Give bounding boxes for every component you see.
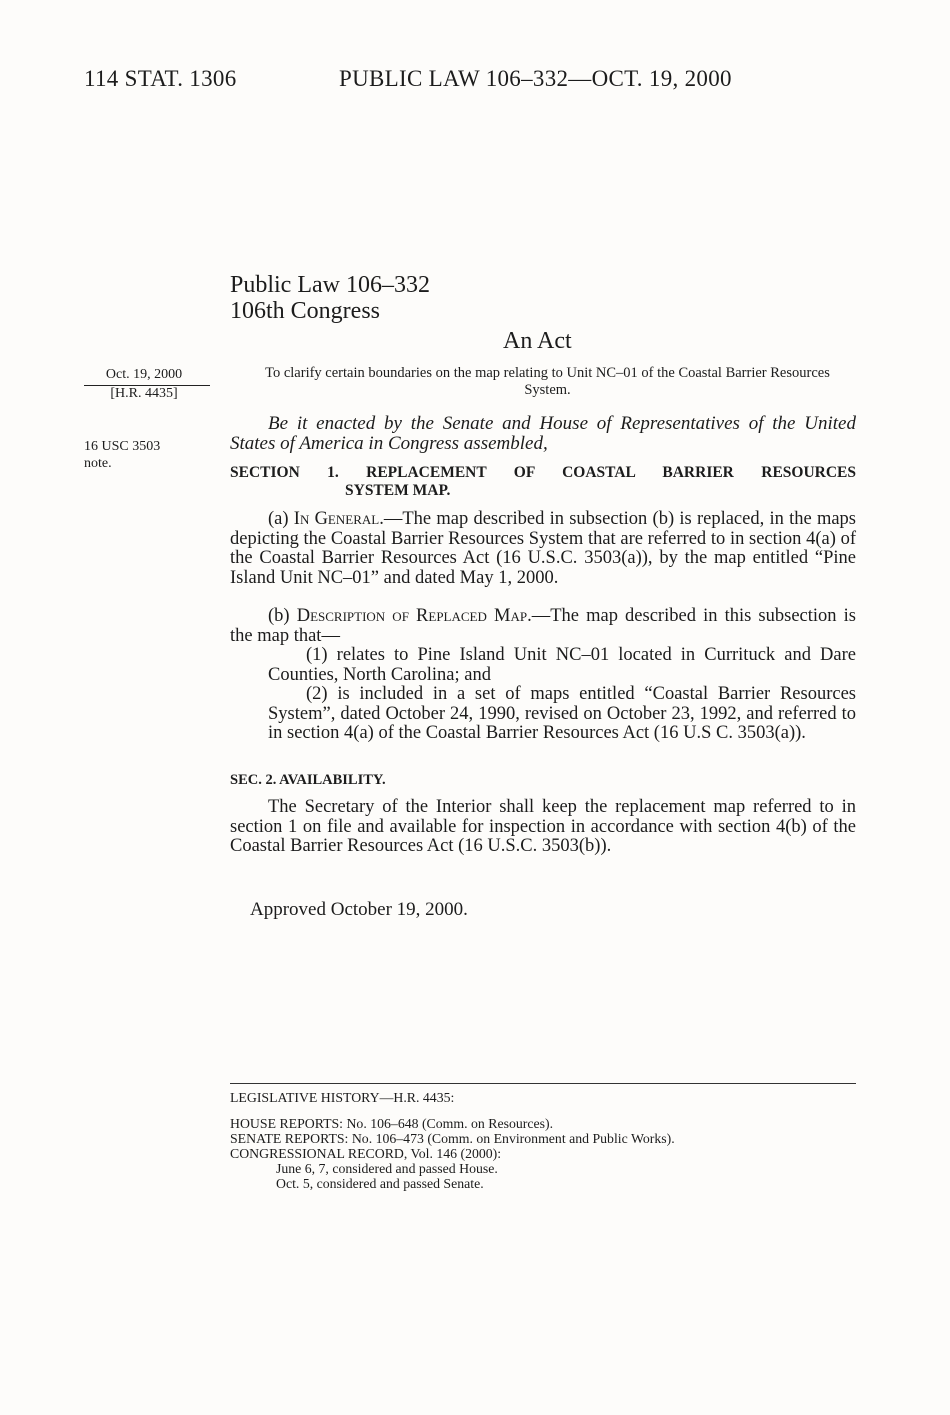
- margin-usc-note: [84, 438, 214, 472]
- margin-date: Oct. 19, 2000: [105, 367, 183, 382]
- margin-bill-number: [H.R. 4435]: [110, 386, 178, 401]
- subsection-b-caption: Description of Replaced Map.: [296, 606, 532, 626]
- footnote-rule: [230, 1083, 856, 1084]
- legislative-history-list: [230, 1116, 675, 1191]
- section1-heading-line1: SECTION 1. REPLACEMENT OF COASTAL BARRIER RESOURCES: [230, 464, 856, 481]
- paragraph-1: (1) relates to Pine Island Unit NC–01 located in Currituck and Dare Counties, North Carolina; and: [268, 645, 856, 685]
- section2-heading: SEC. 2. AVAILABILITY.: [230, 772, 386, 788]
- running-head-page: 114 STAT. 1306: [84, 66, 237, 91]
- margin-usc-line2: note.: [84, 456, 112, 471]
- approval-date: Approved October 19, 2000.: [250, 899, 468, 920]
- running-head-law: PUBLIC LAW 106–332—OCT. 19, 2000: [339, 66, 732, 91]
- subsection-a-text: —The map described in subsection (b) is replaced, in the maps depicting the Coastal Barrier Resources System that are referred to in section 4(a) of the Coastal Barrier Resources Act (16 U.S.C. 3503(a)), by the map entitled “Pine Island Unit NC–01” and dated May 1, 2000.: [230, 509, 856, 588]
- record-entry-senate: Oct. 5, considered and passed Senate.: [276, 1176, 484, 1191]
- section1-heading: [230, 464, 856, 500]
- subsection-b-text: —The map described in this subsection is the map that—: [230, 606, 856, 646]
- congress-number: 106th Congress: [230, 298, 380, 324]
- title-block: [230, 272, 430, 324]
- subsection-a-prefix: (a): [268, 509, 294, 529]
- subsection-a: [230, 510, 856, 588]
- section2-text: The Secretary of the Interior shall keep the replacement map referred to in section 1 on file and available for inspection in accordance with section 4(b) of the Coastal Barrier Resources Act (16 U.S.C. 3503(b)).: [230, 797, 856, 856]
- subsection-b: [230, 607, 856, 646]
- act-label: An Act: [503, 328, 572, 354]
- legislative-history-heading: LEGISLATIVE HISTORY—H.R. 4435:: [230, 1090, 455, 1105]
- margin-usc-line1: 16 USC 3503: [84, 439, 161, 454]
- house-reports: HOUSE REPORTS: No. 106–648 (Comm. on Resources).: [230, 1116, 554, 1131]
- enacting-clause: Be it enacted by the Senate and House of Representatives of the United States of America in Congress assembled,: [230, 413, 856, 454]
- public-law-number: Public Law 106–332: [230, 272, 430, 298]
- congressional-record: CONGRESSIONAL RECORD, Vol. 146 (2000):: [230, 1146, 502, 1161]
- section1-heading-line2: SYSTEM MAP.: [345, 482, 451, 499]
- record-entry-house: June 6, 7, considered and passed House.: [276, 1161, 498, 1176]
- senate-reports: SENATE REPORTS: No. 106–473 (Comm. on Environment and Public Works).: [230, 1131, 675, 1146]
- subsection-a-caption: In General.: [293, 509, 384, 529]
- subsection-b-prefix: (b): [268, 606, 297, 626]
- paragraph-2: (2) is included in a set of maps entitled “Coastal Barrier Resources System”, dated October 24, 1990, revised on October 23, 1992, and referred to in section 4(a) of the Coastal Barrier Resources Act (16 U.S C. 3503(a)).: [268, 684, 856, 743]
- purpose-statement: To clarify certain boundaries on the map relating to Unit NC–01 of the Coastal Barrier Resources System.: [265, 365, 830, 398]
